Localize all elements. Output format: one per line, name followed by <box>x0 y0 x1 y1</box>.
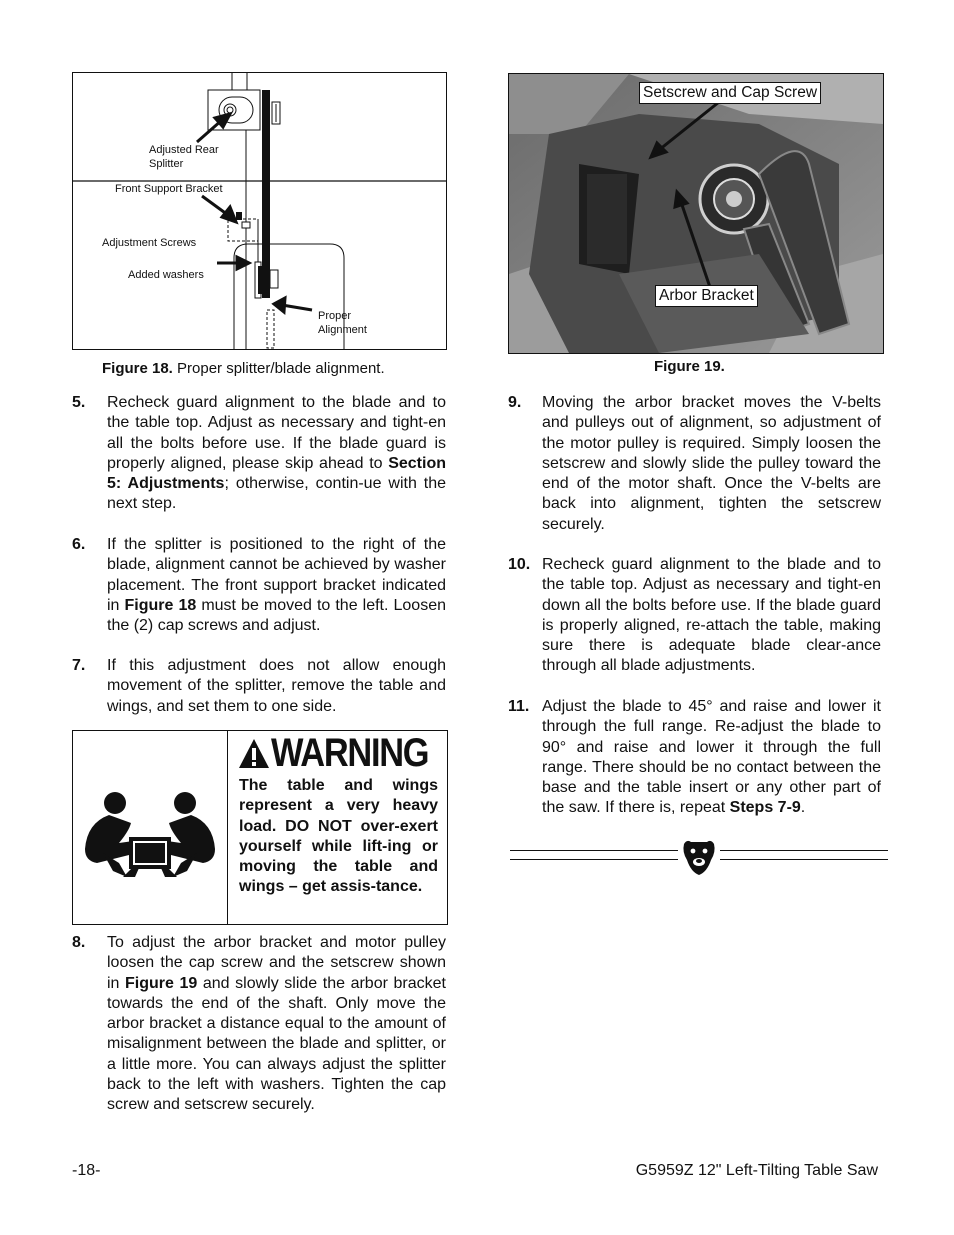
warning-pictogram <box>73 731 228 924</box>
label-line: Adjusted Rear <box>149 144 219 156</box>
label-front-support-bracket: Front Support Bracket <box>115 183 223 195</box>
caption-text: Proper splitter/blade alignment. <box>172 360 385 377</box>
step-6-number: 6. <box>72 536 86 553</box>
divider-line-left <box>510 850 678 860</box>
step-10-number: 10. <box>508 556 531 573</box>
label-proper-alignment <box>318 309 367 337</box>
warning-text: The table and wings represent a very heavy load. DO NOT over-exert yourself while lift-ing or moving the table and wings – get assis-tance. <box>239 777 438 896</box>
divider-line-right <box>720 850 888 860</box>
step-10-text: Recheck guard alignment to the blade and to the table top. Adjust as necessary and tight-en down all the bolts before use. If the blade guard is properly aligned, re-attach the table, making sure there is adequate blade clear-ance through all blade adjustments. <box>542 556 881 675</box>
manual-title: G5959Z 12" Left-Tilting Table Saw <box>635 1162 878 1179</box>
label-line: Alignment <box>318 324 367 336</box>
step-6-text <box>107 535 446 636</box>
figure-18 <box>72 72 447 350</box>
text-bold: Section 5: Adjustments <box>107 454 446 493</box>
label-adjusted-rear-splitter <box>149 143 219 171</box>
text-run: Recheck guard alignment to the blade and to the table top. Adjust as necessary and tight-en all the bolts before use. If the blade guard is properly aligned, please skip ahead to <box>107 394 446 472</box>
step-9-number: 9. <box>508 394 522 411</box>
label-line: Splitter <box>149 158 184 170</box>
caption-bold: Figure 18. <box>102 360 173 377</box>
step-8-number: 8. <box>72 934 86 951</box>
step-11-text <box>542 697 881 819</box>
text-run: If the splitter is positioned to the right of the blade, alignment cannot be achieved by washer placement. The front support bracket indicated in <box>107 536 446 614</box>
warning-triangle-icon <box>237 737 271 771</box>
callout-arbor-bracket: Arbor Bracket <box>655 285 758 307</box>
text-run: To adjust the arbor bracket and motor pulley loosen the cap screw and the setscrew shown in <box>107 934 446 992</box>
step-8-text <box>107 933 446 1116</box>
label-adjustment-screws: Adjustment Screws <box>102 237 197 249</box>
figure-19 <box>508 73 884 354</box>
figure-19-caption: Figure 19. <box>654 358 725 375</box>
text-bold: Steps 7-9 <box>729 799 801 817</box>
text-run: . <box>800 799 806 817</box>
text-bold: Figure 18 <box>124 596 197 614</box>
figure-19-photo <box>509 74 883 353</box>
label-added-washers: Added washers <box>128 269 204 281</box>
label-line: Proper <box>318 310 352 322</box>
step-5-text <box>107 393 446 515</box>
warning-header <box>235 733 443 777</box>
text-run: and slowly slide the arbor bracket towards the end of the shaft. Only move the arbor bracket a distance equal to the amount of misalignment between the blade and splitter, or a little more. You can always adjust the splitter back to the left with washers. Tighten the cap screw and setscrew securely. <box>107 974 446 1114</box>
page-number: -18- <box>72 1162 101 1179</box>
figure-18-caption <box>102 360 385 377</box>
text-run: ; otherwise, contin-ue with the next step. <box>107 475 446 513</box>
step-9-text: Moving the arbor bracket moves the V-belts and pulleys out of alignment, so adjustment of the motor pulley is required. Simply loosen the setscrew and slowly slide the pulley toward the end of the motor shaft. Once the V-belts are back into alignment, tighten the setscrew securely. <box>542 394 881 533</box>
callout-setscrew-cap-screw: Setscrew and Cap Screw <box>639 82 821 104</box>
step-5-number: 5. <box>72 394 86 411</box>
warning-box <box>72 730 448 925</box>
section-divider <box>510 838 888 880</box>
warning-title: WARNING <box>271 731 429 775</box>
figure-18-diagram <box>72 72 447 350</box>
bear-logo-icon <box>681 838 717 876</box>
step-11-number: 11. <box>508 698 530 715</box>
text-run: Adjust the blade to 45° and raise and lower it through the full range. Re-adjust the blade to 90° and raise and lower it through the full range. There should be no contact between the base and the table insert or any other part of the saw. If there is, repeat <box>542 698 881 817</box>
step-7-number: 7. <box>72 657 86 674</box>
text-run: must be moved to the left. Loosen the (2) cap screws and adjust. <box>107 596 446 635</box>
text-bold: Figure 19 <box>125 974 198 992</box>
step-7-text: If this adjustment does not allow enough movement of the splitter, remove the table and wings, and set them to one side. <box>107 657 446 715</box>
two-person-lift-icon <box>73 731 227 924</box>
